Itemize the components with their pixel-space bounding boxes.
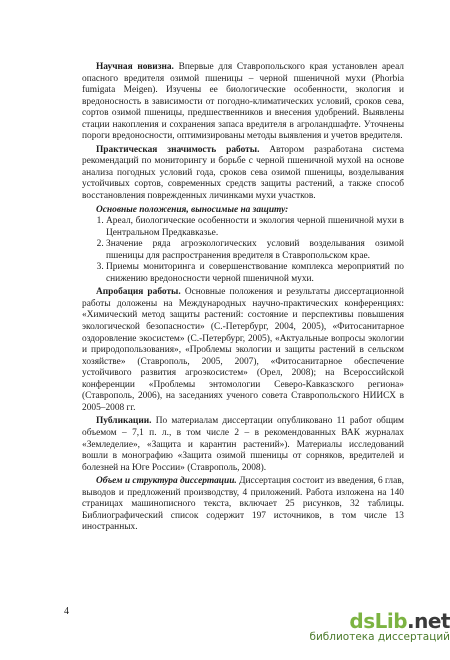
heading-publications: Публикации. xyxy=(96,416,152,427)
paragraph-structure xyxy=(82,476,404,534)
text-scientific-novelty: Впервые для Ставропольского края установлен ареал опасного вредителя озимой пшеницы – черной пшеничной мухи (Phorbia fumigata Meigen). Изучены ее биологические особенности, экология и вредоносность в зависимости от погодно-климатических условий, сроков сева, сортов озимой пшеницы, предшественников и внесения удобрений. Выявлены стации накопления и сохранения запаса вредителя в агроландшафте. Уточнены пороги вредоносности, оптимизированы методы выявления и учетов вредителя. xyxy=(82,62,404,142)
paragraph-publications xyxy=(82,416,404,474)
paragraph-scientific-novelty xyxy=(82,62,404,143)
heading-scientific-novelty: Научная новизна. xyxy=(96,62,174,72)
list-item: 3. Приемы мониторинга и совершенствование комплекса мероприятий по снижению вредоносности черной пшеничной мухи. xyxy=(106,262,404,285)
watermark-subtitle: библиотека диссертаций xyxy=(309,631,450,643)
document-page xyxy=(82,62,404,534)
heading-structure: Объем и структура диссертации. xyxy=(96,476,237,487)
text-approbation: Основные положения и результаты диссертационной работы доложены на Международных научно-практических конференциях: «Химический метод защиты растений: состояние и перспективы повышения экологической безопасности» (С.-Петербург, 2004, 2005), «Фитосанитарное оздоровление экосистем» (С.-Петербург, 2005), «Актуальные вопросы экологии и природопользования», «Проблемы экологии и защиты растений в сельском хозяйстве» (Ставрополь, 2005, 2007), «Фитосанитарное обеспечение устойчивого развития агроэкосистем» (Орел, 2008); на Всероссийской конференции «Проблемы энтомологии Северо-Кавказского региона» (Ставрополь, 2006), на заседаниях ученого совета Ставропольского НИИСХ в 2005–2008 гг. xyxy=(82,287,405,413)
paragraph-approbation xyxy=(82,287,404,414)
text-publications: По материалам диссертации опубликовано 11 работ общим объемом – 7,1 п. л., в том числе 2 – в рекомендованных ВАК журналах «Земледелие», «Защита и карантин растений»). Материалы исследований вошли в монографию «Защита озимой пшеницы от сорняков, вредителей и болезней на Юге России» (Ставрополь, 2008). xyxy=(82,416,404,473)
watermark-logo-main: dsLib xyxy=(349,609,408,633)
watermark-logo-tld: .net xyxy=(407,609,450,633)
heading-defense-label: Основные положения, выносимые на защиту: xyxy=(96,204,289,215)
heading-approbation: Апробация работы. xyxy=(96,287,181,298)
heading-practical-significance: Практическая значимость работы. xyxy=(96,144,260,155)
defense-provisions-list xyxy=(82,216,404,285)
paragraph-practical-significance xyxy=(82,145,404,203)
text-practical-significance: Автором разработана система рекомендаций по мониторингу и борьбе с черной пшеничной мухой на основе анализа погодных условий года, сроков сева озимой пшеницы, возделывания устойчивых сортов, современных средств защиты растений, а также способ восстановления поврежденных личинками мухи участков. xyxy=(82,144,404,202)
list-item: 1. Ареал, биологические особенности и экология черной пшеничной мухи в Центральном Предкавказье. xyxy=(106,216,404,239)
page-number: 4 xyxy=(64,606,69,617)
watermark xyxy=(300,609,450,659)
text-structure: Диссертация состоит из введения, 6 глав, выводов и предложений производству, 4 приложений. Работа изложена на 140 страницах машинописного текста, включает 25 рисунков, 32 таблицы. Библиографический список содержит 197 источников, в том числе 13 иностранных. xyxy=(82,476,404,533)
heading-defense-provisions xyxy=(82,205,404,217)
watermark-logo xyxy=(300,609,450,633)
list-item: 2. Значение ряда агроэкологических условий возделывания озимой пшеницы для распространения вредителя в Ставропольском крае. xyxy=(106,239,404,262)
